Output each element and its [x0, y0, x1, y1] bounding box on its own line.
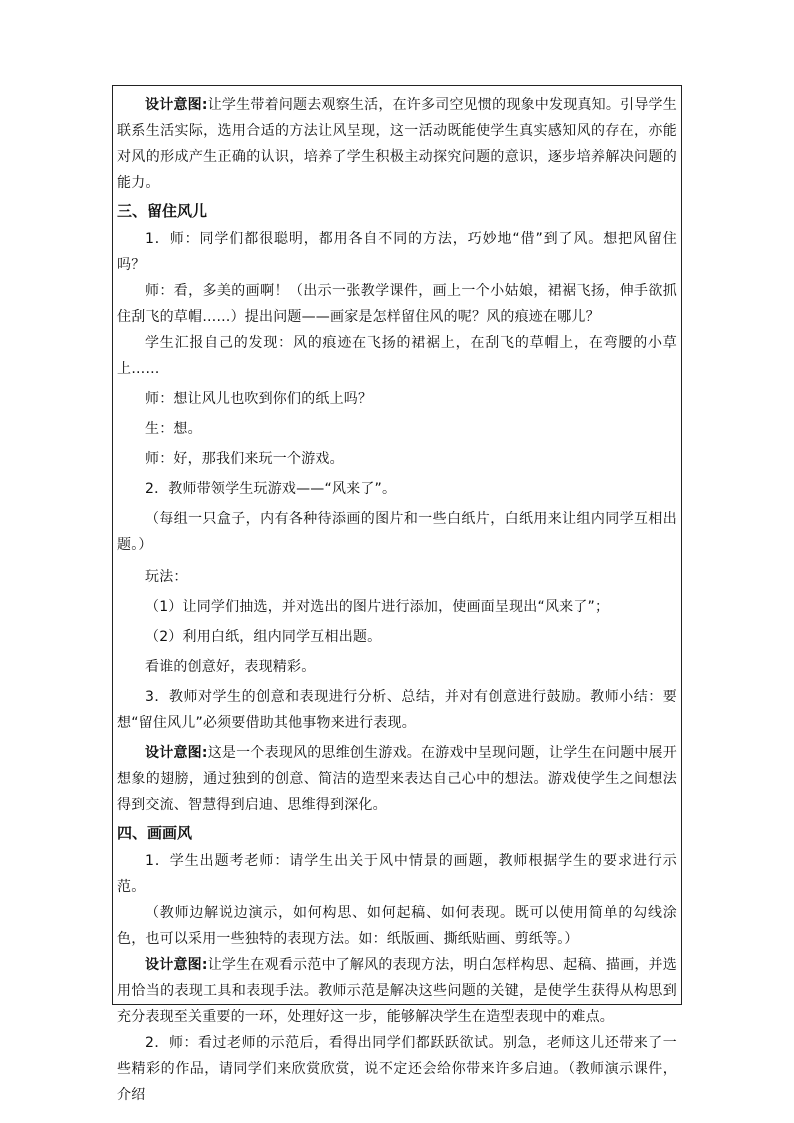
paragraph: 师：看，多美的画啊！（出示一张教学课件，画上一个小姑娘，裙裾飞扬，伸手欲抓住刮飞的草帽……）提出问题——画家是怎样留住风的呢？风的痕迹在哪儿？ — [117, 283, 677, 325]
paragraph: 生：想。 — [145, 421, 202, 437]
paragraph: 1．师：同学们都很聪明，都用各自不同的方法，巧妙地“借”到了风。想把风留住吗？ — [117, 231, 677, 273]
paragraph: 1．学生出题考老师：请学生出关于风中情景的画题，教师根据学生的要求进行示范。 — [117, 853, 677, 895]
paragraph: （1）让同学们抽选，并对选出的图片进行添加，使画面呈现出“风来了”； — [145, 599, 610, 615]
paragraph: 玩法： — [145, 569, 188, 585]
section-heading-4: 四、画画风 — [117, 824, 193, 842]
paragraph: 师：想让风儿也吹到你们的纸上吗？ — [145, 391, 373, 407]
design-intent-3: 设计意图:让学生在观看示范中了解风的表现方法，明白怎样构思、起稿、描画，并选用恰当的表现工具和表现手法。教师示范是解决这些问题的关键，是使学生获得从构思到充分表现至关重要的一环，处理好这一步，能够解决学生在造型表现中的难点。 — [117, 957, 677, 1025]
paragraph: 2．师：看过老师的示范后，看得出同学们都跃跃欲试。别急，老师这儿还带来了一些精彩的作品，请同学们来欣赏欣赏，说不定还会给你带来许多启迪。（教师演示课件，介绍 — [117, 1035, 677, 1103]
paragraph: 3．教师对学生的创意和表现进行分析、总结，并对有创意进行鼓励。教师小结：要想“留住风儿”必须要借助其他事物来进行表现。 — [117, 689, 677, 731]
design-intent-2: 设计意图:这是一个表现风的思维创生游戏。在游戏中呈现问题，让学生在问题中展开想象的翅膀，通过独到的创意、简洁的造型来表达自己心中的想法。游戏使学生之间想法得到交流、智慧得到启迪、思维得到深化。 — [117, 745, 677, 813]
paragraph: 2．教师带领学生玩游戏——“风来了”。 — [145, 481, 397, 497]
document-body — [113, 92, 681, 1108]
paragraph: 师：好，那我们来玩一个游戏。 — [145, 451, 344, 467]
paragraph: （每组一只盒子，内有各种待添画的图片和一些白纸片，白纸用来让组内同学互相出题。） — [117, 511, 677, 553]
paragraph: （2）利用白纸，组内同学互相出题。 — [145, 629, 382, 645]
design-intent-1: 设计意图:让学生带着问题去观察生活，在许多司空见惯的现象中发现真知。引导学生联系生活实际，选用合适的方法让风呈现，这一活动既能使学生真实感知风的存在，亦能对风的形成产生正确的认识，培养了学生积极主动探究问题的意识，逐步培养解决问题的能力。 — [117, 97, 677, 191]
paragraph: （教师边解说边演示，如何构思、如何起稿、如何表现。既可以使用简单的勾线涂色，也可以采用一些独特的表现方法。如：纸版画、撕纸贴画、剪纸等。） — [117, 905, 677, 947]
paragraph: 看谁的创意好，表现精彩。 — [145, 659, 316, 675]
section-heading-3: 三、留住风儿 — [117, 202, 208, 220]
paragraph: 学生汇报自己的发现：风的痕迹在飞扬的裙裾上，在刮飞的草帽上，在弯腰的小草上…… — [117, 335, 677, 377]
